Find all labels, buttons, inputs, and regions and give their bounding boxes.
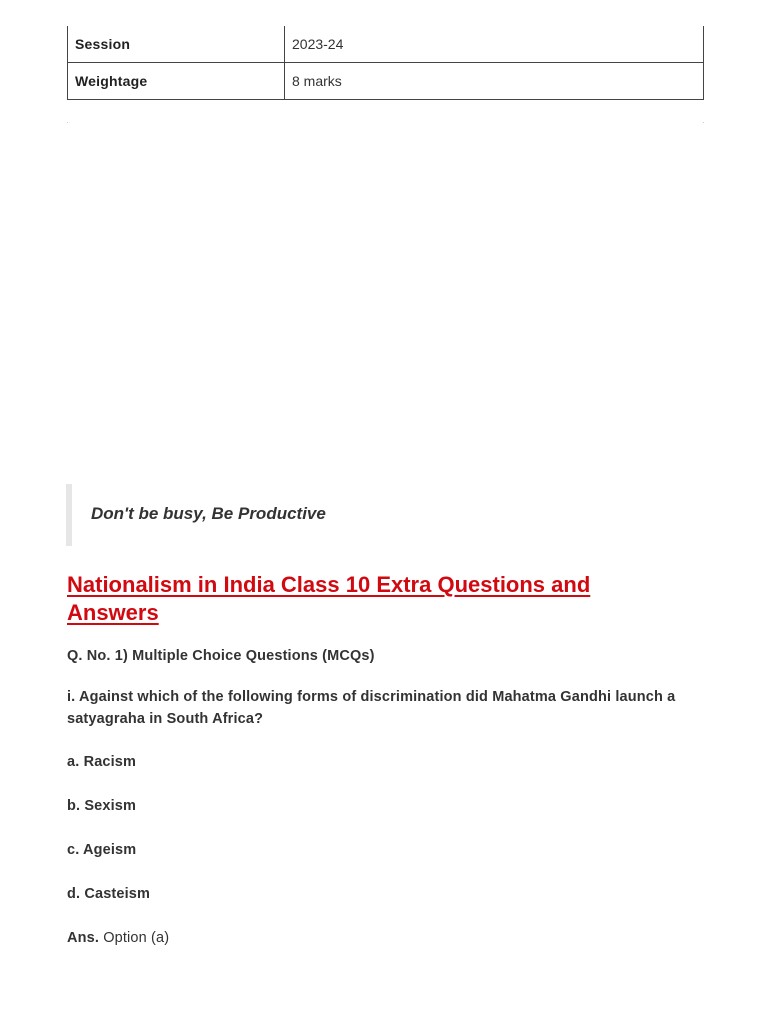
section-title: Q. No. 1) Multiple Choice Questions (MCQs) xyxy=(67,648,375,664)
question-text: i. Against which of the following forms of discrimination did Mahatma Gandhi launch a satyagraha in South Africa? xyxy=(67,689,676,727)
table-cell-value: 8 marks xyxy=(285,63,704,100)
ad-slot-marker xyxy=(67,122,68,123)
answer-value: Option (a) xyxy=(103,930,170,946)
table-row-session xyxy=(68,26,704,63)
answer-line xyxy=(67,927,169,949)
ad-slot-marker xyxy=(703,122,704,123)
quote-block xyxy=(66,484,704,546)
table-cell-label: Weightage xyxy=(68,63,285,100)
option-c: c. Ageism xyxy=(67,842,137,858)
option-a: a. Racism xyxy=(67,754,137,770)
table-cell-value: 2023-24 xyxy=(285,26,704,63)
quote-text: Don't be busy, Be Productive xyxy=(91,504,326,523)
option-b: b. Sexism xyxy=(67,798,137,814)
article-heading-link[interactable]: Nationalism in India Class 10 Extra Questions and Answers xyxy=(67,572,591,625)
info-table xyxy=(67,26,704,100)
table-cell-label: Session xyxy=(68,26,285,63)
option-d: d. Casteism xyxy=(67,886,151,902)
answer-label: Ans. xyxy=(67,930,100,946)
table-row-weightage xyxy=(68,63,704,100)
